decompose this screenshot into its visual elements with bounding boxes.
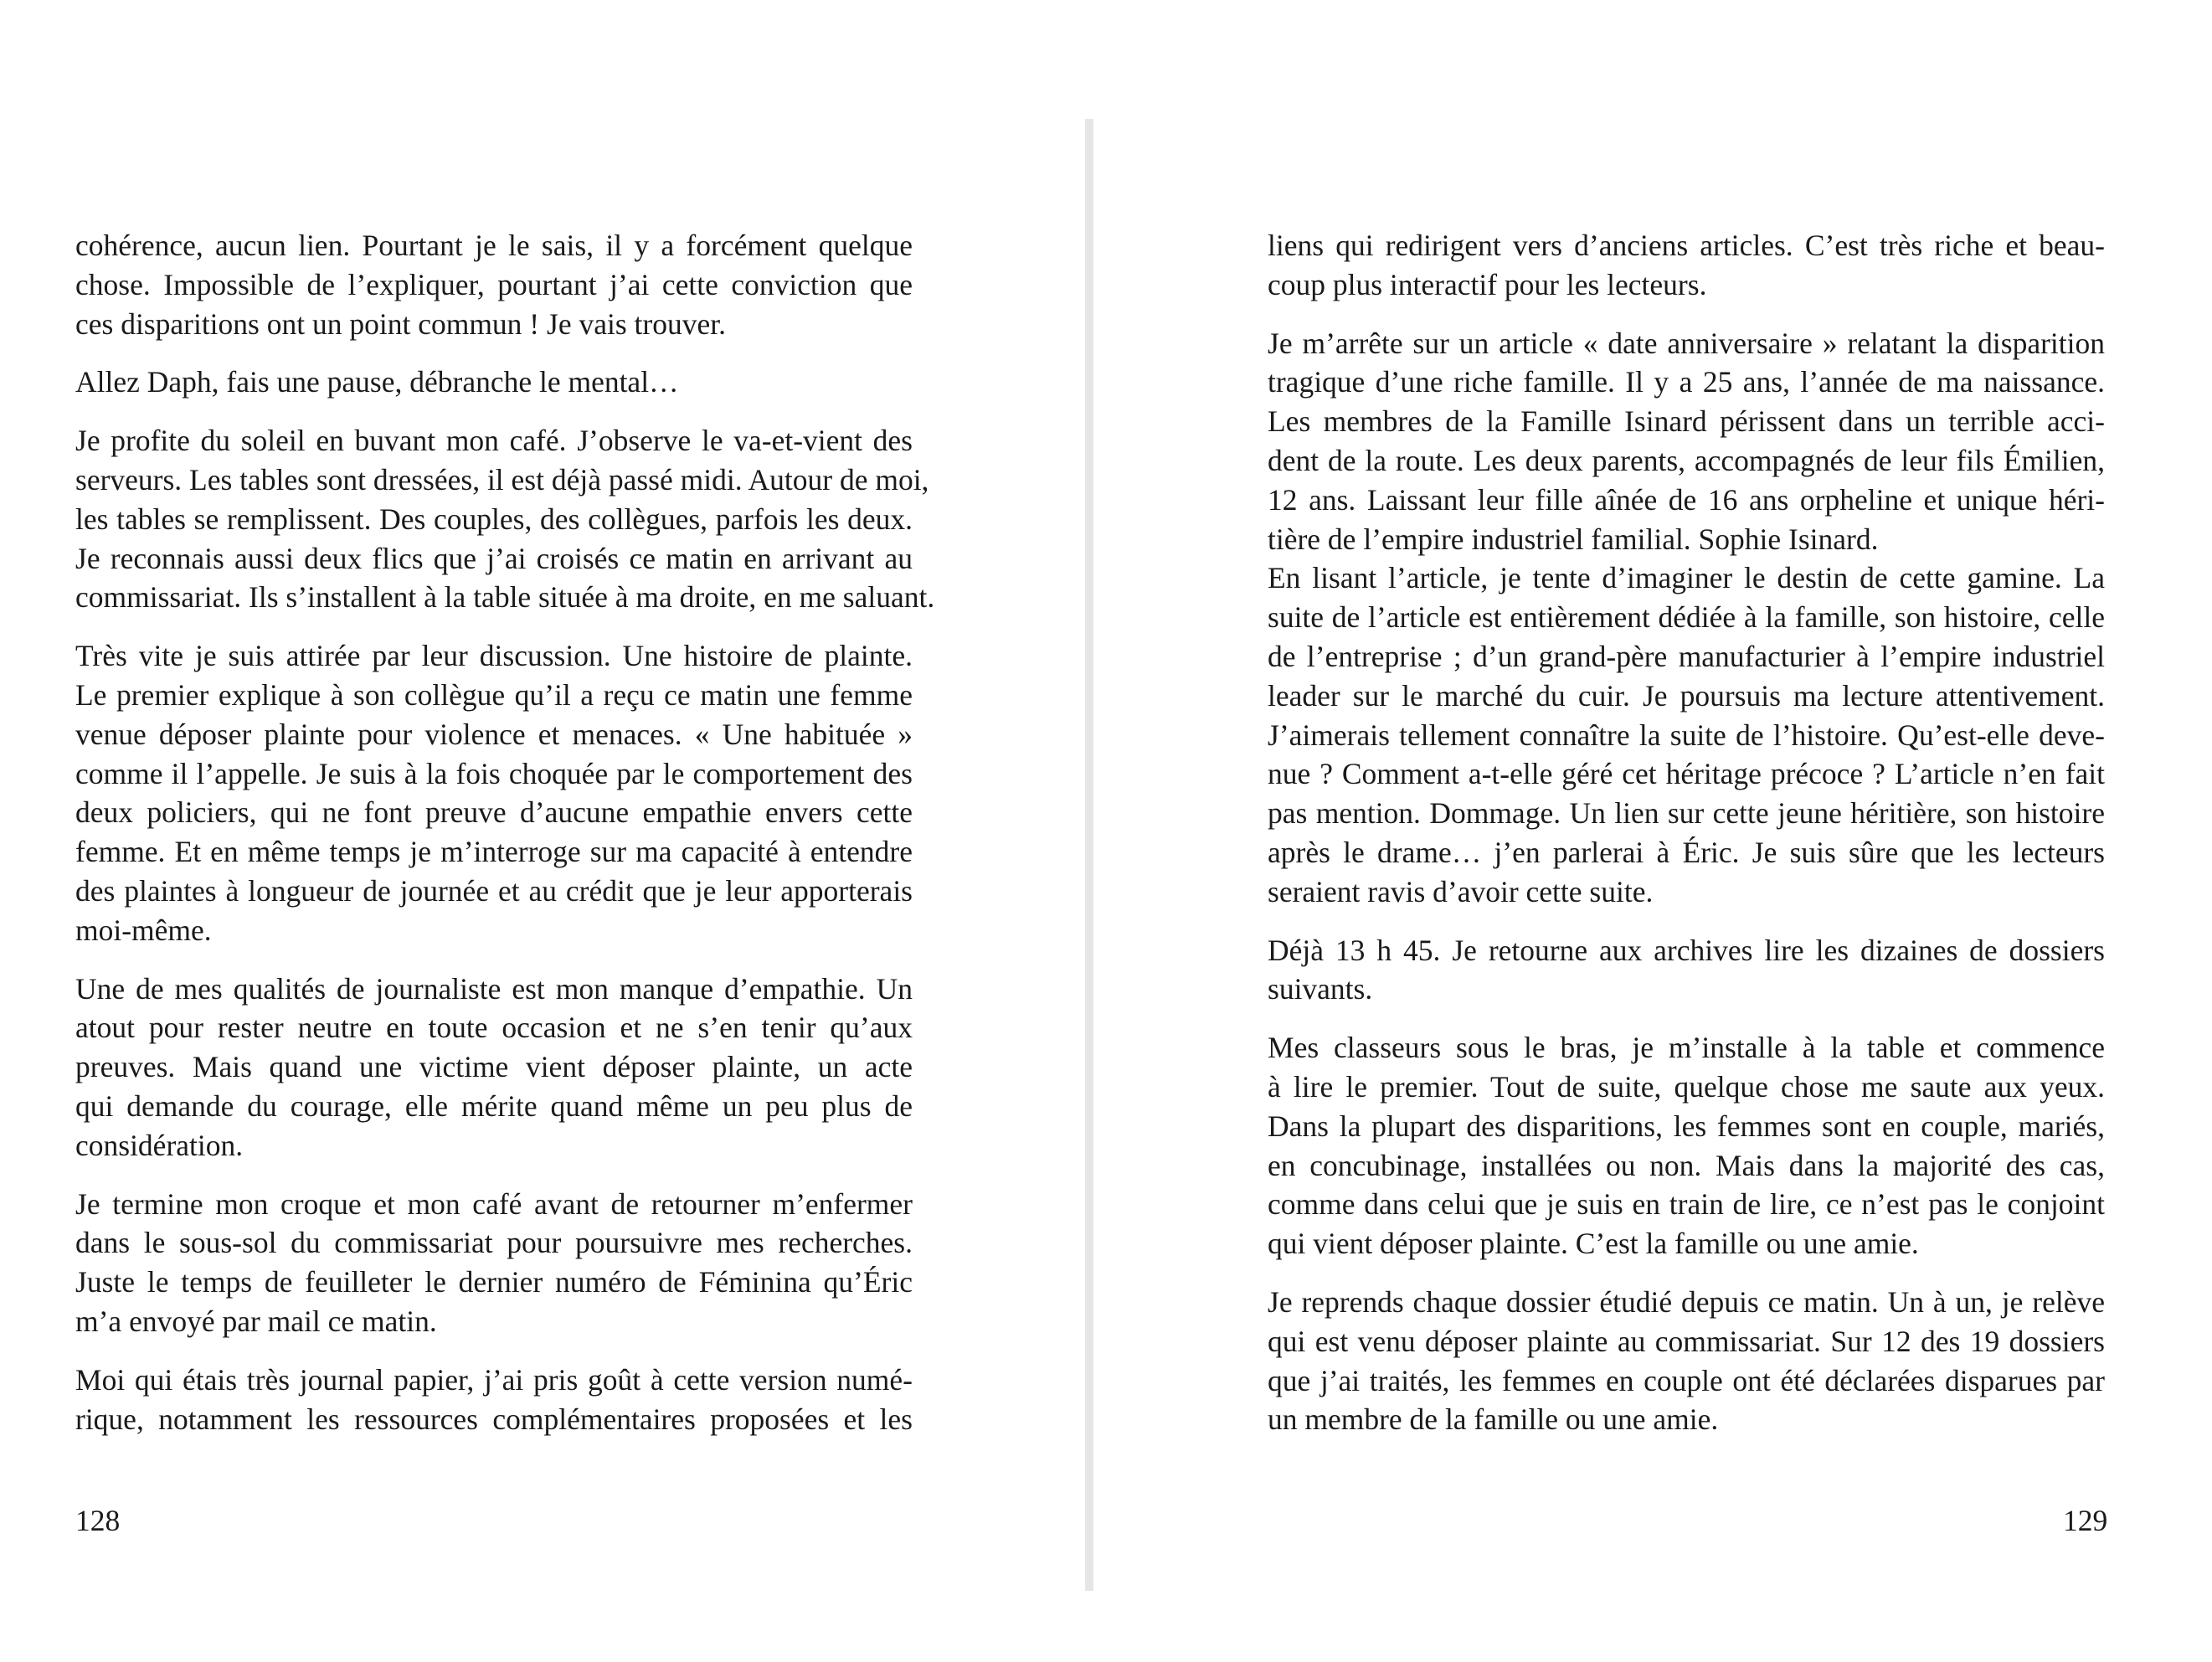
text-line: deux policiers, qui ne font preuve d’aucune empathie envers cette — [75, 795, 913, 830]
text-line: leader sur le marché du cuir. Je poursuis ma lecture attentivement. — [1268, 678, 2105, 713]
text-line: 12 ans. Laissant leur fille aînée de 16 ans orpheline et unique héri- — [1268, 482, 2105, 517]
text-line: à lire le premier. Tout de suite, quelque chose me saute aux yeux. — [1268, 1069, 2105, 1104]
left-page — [75, 226, 935, 1458]
text-line: tragique d’une riche famille. Il y a 25 ans, l’année de ma naissance. — [1268, 365, 2105, 399]
text-line: pas mention. Dommage. Un lien sur cette jeune héritière, son histoire — [1268, 796, 2105, 831]
text-line: moi-même. — [75, 913, 212, 947]
page-number-right: 129 — [2063, 1504, 2108, 1537]
text-line: En lisant l’article, je tente d’imaginer le destin de cette gamine. La — [1268, 561, 2105, 595]
text-line: seraient ravis d’avoir cette suite. — [1268, 874, 1654, 908]
text-line: les tables se remplissent. Des couples, des collègues, parfois les deux. — [75, 502, 913, 536]
text-line: que j’ai traités, les femmes en couple ont été déclarées disparues par — [1268, 1363, 2105, 1397]
text-line: Je termine mon croque et mon café avant de retourner m’enfermer — [75, 1186, 913, 1221]
text-line: Les membres de la Famille Isinard périssent dans un terrible acci- — [1268, 404, 2105, 439]
text-line: tière de l’empire industriel familial. Sophie Isinard. — [1268, 522, 1879, 556]
text-line: J’aimerais tellement connaître la suite de l’histoire. Qu’est-elle deve- — [1268, 718, 2105, 752]
text-line: Très vite je suis attirée par leur discussion. Une histoire de plainte. — [75, 639, 913, 673]
right-page — [1268, 226, 2105, 1459]
text-line: chose. Impossible de l’expliquer, pourtant j’ai cette conviction que — [75, 267, 913, 301]
text-line: Juste le temps de feuilleter le dernier numéro de Féminina qu’Éric — [75, 1265, 913, 1299]
text-line: commissariat. Ils s’installent à la table située à ma droite, en me saluant. — [75, 580, 935, 615]
text-line: des plaintes à longueur de journée et au crédit que je leur apporterais — [75, 873, 913, 908]
book-gutter — [1085, 119, 1093, 1591]
text-line: rique, notamment les ressources complémentaires proposées et les — [75, 1402, 913, 1436]
text-line: qui demande du courage, elle mérite quand même un peu plus de — [75, 1088, 913, 1123]
paragraph — [75, 636, 913, 949]
paragraph — [1268, 558, 2105, 911]
page-number-left: 128 — [75, 1504, 121, 1537]
paragraph — [75, 970, 913, 1165]
text-line: en concubinage, installées ou non. Mais dans la majorité des cas, — [1268, 1148, 2105, 1182]
paragraph — [1268, 1283, 2105, 1439]
text-line: comme dans celui que je suis en train de lire, ce n’est pas le conjoint — [1268, 1187, 2105, 1222]
text-line: Déjà 13 h 45. Je retourne aux archives lire les dizaines de dossiers — [1268, 933, 2105, 967]
paragraph — [1268, 324, 2105, 559]
text-line: Mes classeurs sous le bras, je m’installe à la table et commence — [1268, 1031, 2105, 1065]
text-line: de l’entreprise ; d’un grand-père manufacturier à l’empire industriel — [1268, 639, 2105, 673]
text-line: Le premier explique à son collègue qu’il a reçu ce matin une femme — [75, 677, 913, 712]
text-line: liens qui redirigent vers d’anciens articles. C’est très riche et beau- — [1268, 229, 2105, 262]
text-line: Allez Daph, fais une pause, débranche le mental… — [75, 365, 679, 399]
text-line: suite de l’article est entièrement dédiée à la famille, son histoire, celle — [1268, 600, 2105, 635]
paragraph — [75, 226, 913, 343]
paragraph — [1268, 1028, 2105, 1263]
paragraph — [75, 1361, 913, 1439]
text-line: ces disparitions ont un point commun ! Je vais trouver. — [75, 306, 726, 341]
text-line: qui vient déposer plainte. C’est la famille ou une amie. — [1268, 1227, 1919, 1261]
text-line: coup plus interactif pour les lecteurs. — [1268, 267, 1707, 301]
paragraph — [1268, 226, 2105, 305]
text-line: Moi qui étais très journal papier, j’ai pris goût à cette version numé- — [75, 1362, 913, 1397]
text-line: dans le sous-sol du commissariat pour poursuivre mes recherches. — [75, 1226, 913, 1260]
text-line: suivants. — [1268, 972, 1373, 1006]
text-line: venue déposer plainte pour violence et menaces. « Une habituée » — [75, 717, 913, 751]
text-line: Je reprends chaque dossier étudié depuis ce matin. Un à un, je relève — [1268, 1284, 2105, 1319]
text-line: atout pour rester neutre en toute occasion et ne s’en tenir qu’aux — [75, 1011, 913, 1045]
text-line: serveurs. Les tables sont dressées, il est déjà passé midi. Autour de moi, — [75, 462, 929, 497]
text-line: comme il l’appelle. Je suis à la fois choquée par le comportement des — [75, 756, 913, 790]
text-line: qui est venu déposer plainte au commissariat. Sur 12 des 19 dossiers — [1268, 1324, 2105, 1358]
text-line: femme. Et en même temps je m’interroge sur ma capacité à entendre — [75, 835, 913, 869]
text-line: après le drame… j’en parlerai à Éric. Je suis sûre que les lecteurs — [1268, 835, 2105, 869]
text-line: Une de mes qualités de journaliste est mon manque d’empathie. Un — [75, 971, 913, 1006]
paragraph — [75, 363, 913, 402]
text-line: dent de la route. Les deux parents, accompagnés de leur fils Émilien, — [1268, 443, 2105, 477]
text-line: un membre de la famille ou une amie. — [1268, 1402, 1719, 1437]
text-line: m’a envoyé par mail ce matin. — [75, 1304, 437, 1338]
text-line: considération. — [75, 1128, 244, 1162]
paragraph — [75, 421, 935, 617]
text-line: Je reconnais aussi deux flics que j’ai croisés ce matin en arrivant au — [75, 541, 913, 575]
text-line: Je m’arrête sur un article « date anniversaire » relatant la disparition — [1268, 326, 2105, 360]
paragraph — [1268, 931, 2105, 1010]
text-line: nue ? Comment a-t-elle géré cet héritage précoce ? L’article n’en fait — [1268, 757, 2105, 791]
text-line: Dans la plupart des disparitions, les femmes sont en couple, mariés, — [1268, 1109, 2105, 1143]
text-line: cohérence, aucun lien. Pourtant je le sais, il y a forcément quelque — [75, 229, 913, 262]
text-line: preuves. Mais quand une victime vient déposer plainte, un acte — [75, 1050, 913, 1084]
text-line: Je profite du soleil en buvant mon café. J’observe le va-et-vient des — [75, 424, 913, 458]
paragraph — [75, 1185, 913, 1341]
